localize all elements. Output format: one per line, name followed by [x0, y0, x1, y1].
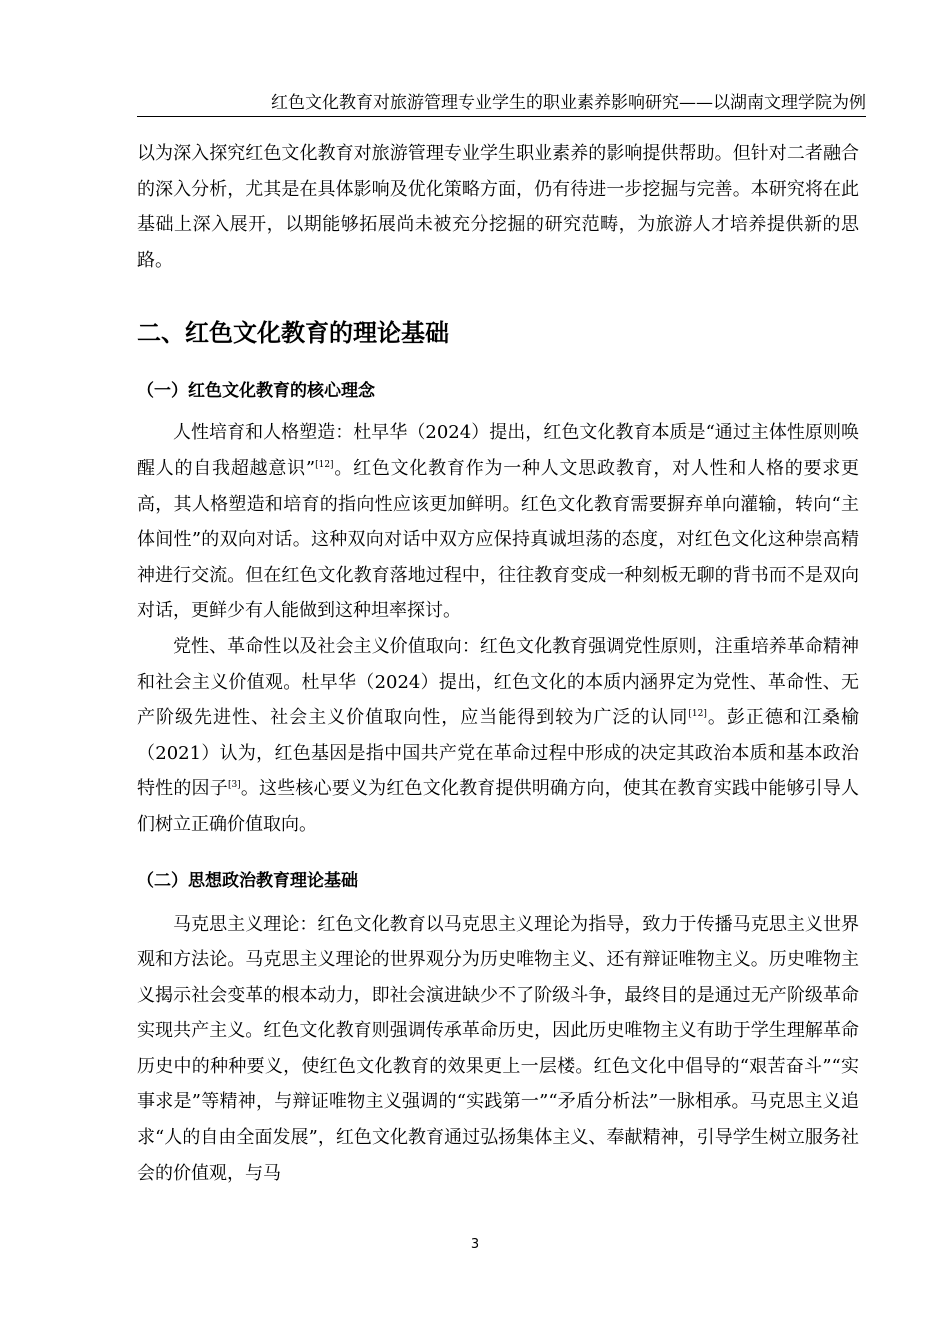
- citation-ref: [3]: [227, 780, 241, 791]
- paragraph-text: 。这些核心要义为红色文化教育提供明确方向，使其在教育实践中能够引导人们树立正确价值取向。: [137, 778, 860, 835]
- subsection-heading-ideological-theory: （二）思想政治教育理论基础: [137, 870, 358, 891]
- citation-ref: [12]: [315, 459, 334, 470]
- subsection-heading-core-concepts: （一）红色文化教育的核心理念: [137, 381, 375, 402]
- paragraph-text: 人性培育和人格塑造：杜早华（2024）提出，红色文化教育本质是“通过主体性原则唤醒人的自我超越意识”: [137, 422, 859, 479]
- citation-ref: [12]: [688, 709, 707, 720]
- paragraph-text: 党性、革命性以及社会主义价值取向：红色文化教育强调党性原则，注重培养革命精神和社会主义价值观。杜早华（2024）提出，红色文化的本质内涵界定为党性、革命性、无产阶级先进性、社会主义价值取向性，应当能得到较为广泛的认同: [137, 635, 859, 729]
- intro-paragraph: 以为深入探究红色文化教育对旅游管理专业学生职业素养的影响提供帮助。但针对二者融合的深入分析，尤其是在具体影响及优化策略方面，仍有待进一步挖掘与完善。本研究将在此基础上深入展开，以期能够拓展尚未被充分挖掘的研究范畴，为旅游人才培养提供新的思路。: [137, 143, 859, 271]
- paragraph-personality-cultivation: [137, 415, 859, 629]
- paragraph-text: 。彭正德和江桑榆（2021）认为，红色基因是指中国共产党在革命过程中形成的决定其政治本质和基本政治特性的因子: [137, 707, 860, 800]
- page-number: 3: [470, 1237, 480, 1252]
- section-heading: 二、红色文化教育的理论基础: [137, 319, 449, 348]
- header-divider: [137, 116, 866, 117]
- page-body: [137, 136, 859, 1191]
- running-header: 红色文化教育对旅游管理专业学生的职业素养影响研究——以湖南文理学院为例: [271, 93, 866, 113]
- paragraph-party-spirit: [137, 629, 859, 843]
- paragraph-text: 。红色文化教育作为一种人文思政教育，对人性和人格的要求更高，其人格塑造和培育的指向性应该更加鲜明。红色文化教育需要摒弃单向灌输，转向“主体间性”的双向对话。这种双向对话中双方应保持真诚坦荡的态度，对红色文化这种崇高精神进行交流。但在红色文化教育落地过程中，往往教育变成一种刻板无聊的背书而不是双向对话，更鲜少有人能做到这种坦率探讨。: [137, 457, 860, 622]
- paragraph-marxist-theory: 马克思主义理论：红色文化教育以马克思主义理论为指导，致力于传播马克思主义世界观和方法论。马克思主义理论的世界观分为历史唯物主义、还有辩证唯物主义。历史唯物主义揭示社会变革的根本动力，即社会演进缺少不了阶级斗争，最终目的是通过无产阶级革命实现共产主义。红色文化教育则强调传承革命历史，因此历史唯物主义有助于学生理解革命历史中的种种要义，使红色文化教育的效果更上一层楼。红色文化中倡导的“艰苦奋斗”“实事求是”等精神，与辩证唯物主义强调的“实践第一”“矛盾分析法”一脉相承。马克思主义追求“人的自由全面发展”，红色文化教育通过弘扬集体主义、奉献精神，引导学生树立服务社会的价值观，与马: [137, 913, 859, 1184]
